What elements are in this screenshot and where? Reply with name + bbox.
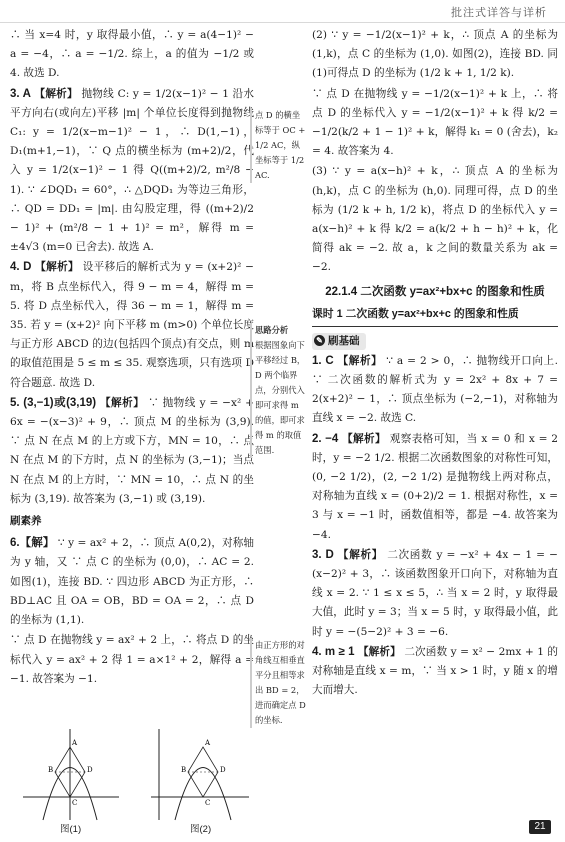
- q4-tag: 【解析】: [35, 261, 79, 274]
- svg-text:B: B: [48, 766, 54, 774]
- r3-text: 二次函数 y = −x² + 4x − 1 = −(x−2)² + 3，∴ 该函数图象开口向下，对称轴为直线 x = 2. ∵ 1 ≤ x ≤ 5，∴ 当 x = 2 时，y 取得最大值，此时 y = 3；当 x = 5 时，y 取得最小值，此时 y = −(5−2)² + 3 = −6.: [312, 548, 559, 638]
- side-note-2-label: 思路分析: [255, 325, 289, 335]
- r2-text: 观察表格可知，当 x = 0 和 x = 2 时，y = −2 1/2. 根据二次函数图象的对称性可知，(0, −2 1/2)，(2, −2 1/2) 是抛物线上两对称点，对称轴为直线 x = (0+2)/2 = 1. 根据对称性，x = 3 与 x = −1 时，函数值相等，都是 −4. 故答案为 −4.: [312, 432, 559, 541]
- r2-tag: 【解析】: [342, 432, 386, 445]
- lesson-title: 课时 1 二次函数 y=ax²+bx+c 的图象和性质: [312, 305, 558, 327]
- brush-icon: ✎: [314, 335, 325, 346]
- question-6: [10, 534, 254, 630]
- basics-badge: [312, 333, 366, 350]
- side-note-3: 由正方形的对角线互相垂直平分且相等求出 BD = 2，进而确定点 D 的坐标.: [250, 638, 308, 728]
- r2-number: 2. −4: [312, 432, 339, 445]
- r1-number: 1. C: [312, 354, 334, 367]
- figure-2: [145, 725, 255, 825]
- r3-tag: 【解析】: [337, 548, 384, 561]
- figures: [10, 725, 250, 835]
- side-note-2: [250, 323, 308, 458]
- side-note-2-text: 根据图象向下平移经过 B，D 两个临界点，分别代入即可求得 m 的值，即可求得 m 的取值范围.: [255, 340, 306, 455]
- q6-number: 6.【解】: [10, 537, 55, 550]
- question-4: [10, 258, 254, 392]
- side-notes: [250, 108, 308, 734]
- brush-heading: 刷素养: [10, 515, 42, 528]
- q4-number: 4. D: [10, 261, 32, 274]
- page-number: 21: [529, 820, 551, 834]
- figure-2-caption: 图(2): [190, 824, 212, 835]
- r4-number: 4. m ≥ 1: [312, 645, 355, 658]
- left-paragraph-1: ∴ 当 x=4 时，y 取得最小值，∴ y = a(4−1)² − a = −4，∴ a = −1/2. 综上，a 的值为 −1/2 或 4. 故选 D.: [10, 29, 254, 80]
- figure-1: [15, 725, 125, 825]
- right-paragraph-1: (2) ∵ y = −1/2(x−1)² + k，∴ 顶点 A 的坐标为 (1,k)，点 C 的坐标为 (1,0). 如图(2)，连接 BD. 同(1)可得点 D 的坐标为 (1/2 k + 1, 1/2 k).: [312, 29, 558, 80]
- side-note-1: 点 D 的横坐标等于 OC + 1/2 AC，纵坐标等于 1/2 AC.: [250, 108, 308, 183]
- r4-text: 二次函数 y = x² − 2mx + 1 的对称轴是直线 x = m，∵ 当 x > 1 时，y 随 x 的增大而增大.: [312, 645, 559, 697]
- page-header: [0, 0, 565, 23]
- svg-text:C: C: [72, 799, 78, 807]
- q4-text: 设平移后的解析式为 y = (x+2)² − m，将 B 点坐标代入，得 9 − m = 4，解得 m = 5. 将 D 点坐标代入，得 36 − m = 1，解得 m = 35. 若 y = (x+2)² 向下平移 m (m>0) 个单位长度与正方形 ABCD 的边(包括四个顶点)有交点，则 m 的取值范围是 5 ≤ m ≤ 35. 观察选项，只有选项 D 符合题意. 故选 D.: [10, 261, 255, 389]
- r1-tag: 【解析】: [337, 354, 383, 367]
- svg-text:A: A: [205, 739, 211, 747]
- svg-text:D: D: [87, 766, 93, 774]
- q3-number: 3. A: [10, 87, 31, 100]
- right-question-2: [312, 430, 558, 545]
- r3-number: 3. D: [312, 548, 334, 561]
- q5-text: ∵ 抛物线 y = −x² + 6x = −(x−3)² + 9，∴ 顶点 M 的坐标为 (3,9). ∵ 点 N 在点 M 的上方或下方，MN = 10，∴ 点 N 在点 M 的下方时，点 N 的坐标为 (3,−1)；当点 N 在点 M 的上方时，∵ MN = 10，∴ 点 N 的坐标为 (3,19). 故答案为 (3,−1) 或 (3,19).: [10, 396, 255, 505]
- right-question-4: [312, 643, 558, 701]
- svg-text:B: B: [181, 766, 187, 774]
- right-question-1: [312, 352, 558, 429]
- q3-tag: 【解析】: [34, 87, 78, 100]
- q3-text: 抛物线 C: y = 1/2(x−1)² − 1 沿水平方向右(或向左)平移 |m| 个单位长度得到抛物线 C₁: y = 1/2(x−m−1)² − 1，∴ D(1,−1)，D₁(m+1,−1)，∵ Q 点的横坐标为 (m+2)/2，代入 y = 1/2(x−1)² − 1 得 Q((m+2)/2, m²/8 − 1). ∵ ∠DQD₁ = 60°，∴ △DQD₁ 为等边三角形，∴ QD = DD₁ = |m|. 由勾股定理，得 ((m+2)/2 − 1)² + (m²/8 − 1 + 1)² = m²，解得 m = ±4√3 (m=0 已舍去). 故选 A.: [10, 87, 254, 254]
- right-column: [312, 26, 558, 702]
- svg-text:D: D: [220, 766, 226, 774]
- right-paragraph-3: (3) ∵ y = a(x−h)² + k，∴ 顶点 A 的坐标为 (h,k)，点 C 的坐标为 (h,0). 同理可得，点 D 的坐标为 (1/2 k + h, 1/2 k)，将点 D 的坐标代入 y = a(x−h)² + k 得 k/2 = a(k/2 + h − h)² + k，化简得 ak = −2. 故 a，k 之间的数量关系为 ak = −2.: [312, 165, 558, 274]
- right-question-3: [312, 546, 558, 642]
- r1-text: ∵ a = 2 > 0，∴ 抛物线开口向上. ∵ 二次函数的解析式为 y = 2x² + 8x + 7 = 2(x+2)² − 1，∴ 顶点坐标为 (−2,−1)，对称轴为直线 x = −2. 故选 C.: [312, 354, 559, 425]
- r4-tag: 【解析】: [357, 645, 401, 658]
- question-5: [10, 394, 254, 509]
- right-paragraph-2: ∵ 点 D 在抛物线 y = −1/2(x−1)² + k 上，∴ 将点 D 的坐标代入 y = −1/2(x−1)² + k 得 k/2 = −1/2(k/2 + 1 − 1)² + k，解得 k₁ = 0 (舍去)，k₂ = 4. 故答案为 4.: [312, 87, 558, 158]
- basics-badge-label: 刷基础: [328, 334, 360, 347]
- left-column: [10, 26, 254, 690]
- svg-text:A: A: [72, 739, 78, 747]
- header-title: 批注式详答与详析: [451, 7, 547, 19]
- question-6-continued: ∵ 点 D 在抛物线 y = ax² + 2 上，∴ 将点 D 的坐标代入 y = ax² + 2 得 1 = a×1² + 2，解得 a = −1. 故答案为 −1.: [10, 634, 254, 685]
- svg-text:C: C: [205, 799, 211, 807]
- q5-number: 5. (3,−1)或(3,19): [10, 396, 97, 409]
- q6-text: ∵ y = ax² + 2，∴ 顶点 A(0,2)，对称轴为 y 轴，又 ∵ 点 C 的坐标为 (0,0)，∴ AC = 2. 如图(1)，连接 BD. ∵ 四边形 ABCD 为正方形，∴ BD⊥AC 且 OA = OB，BD = OA = 2，∴ 点 D 的坐标为 (1,1).: [10, 537, 254, 627]
- question-3: [10, 85, 254, 258]
- q5-tag: 【解析】: [99, 396, 145, 409]
- section-title: 22.1.4 二次函数 y=ax²+bx+c 的图象和性质: [325, 285, 545, 298]
- figure-1-caption: 图(1): [60, 824, 82, 835]
